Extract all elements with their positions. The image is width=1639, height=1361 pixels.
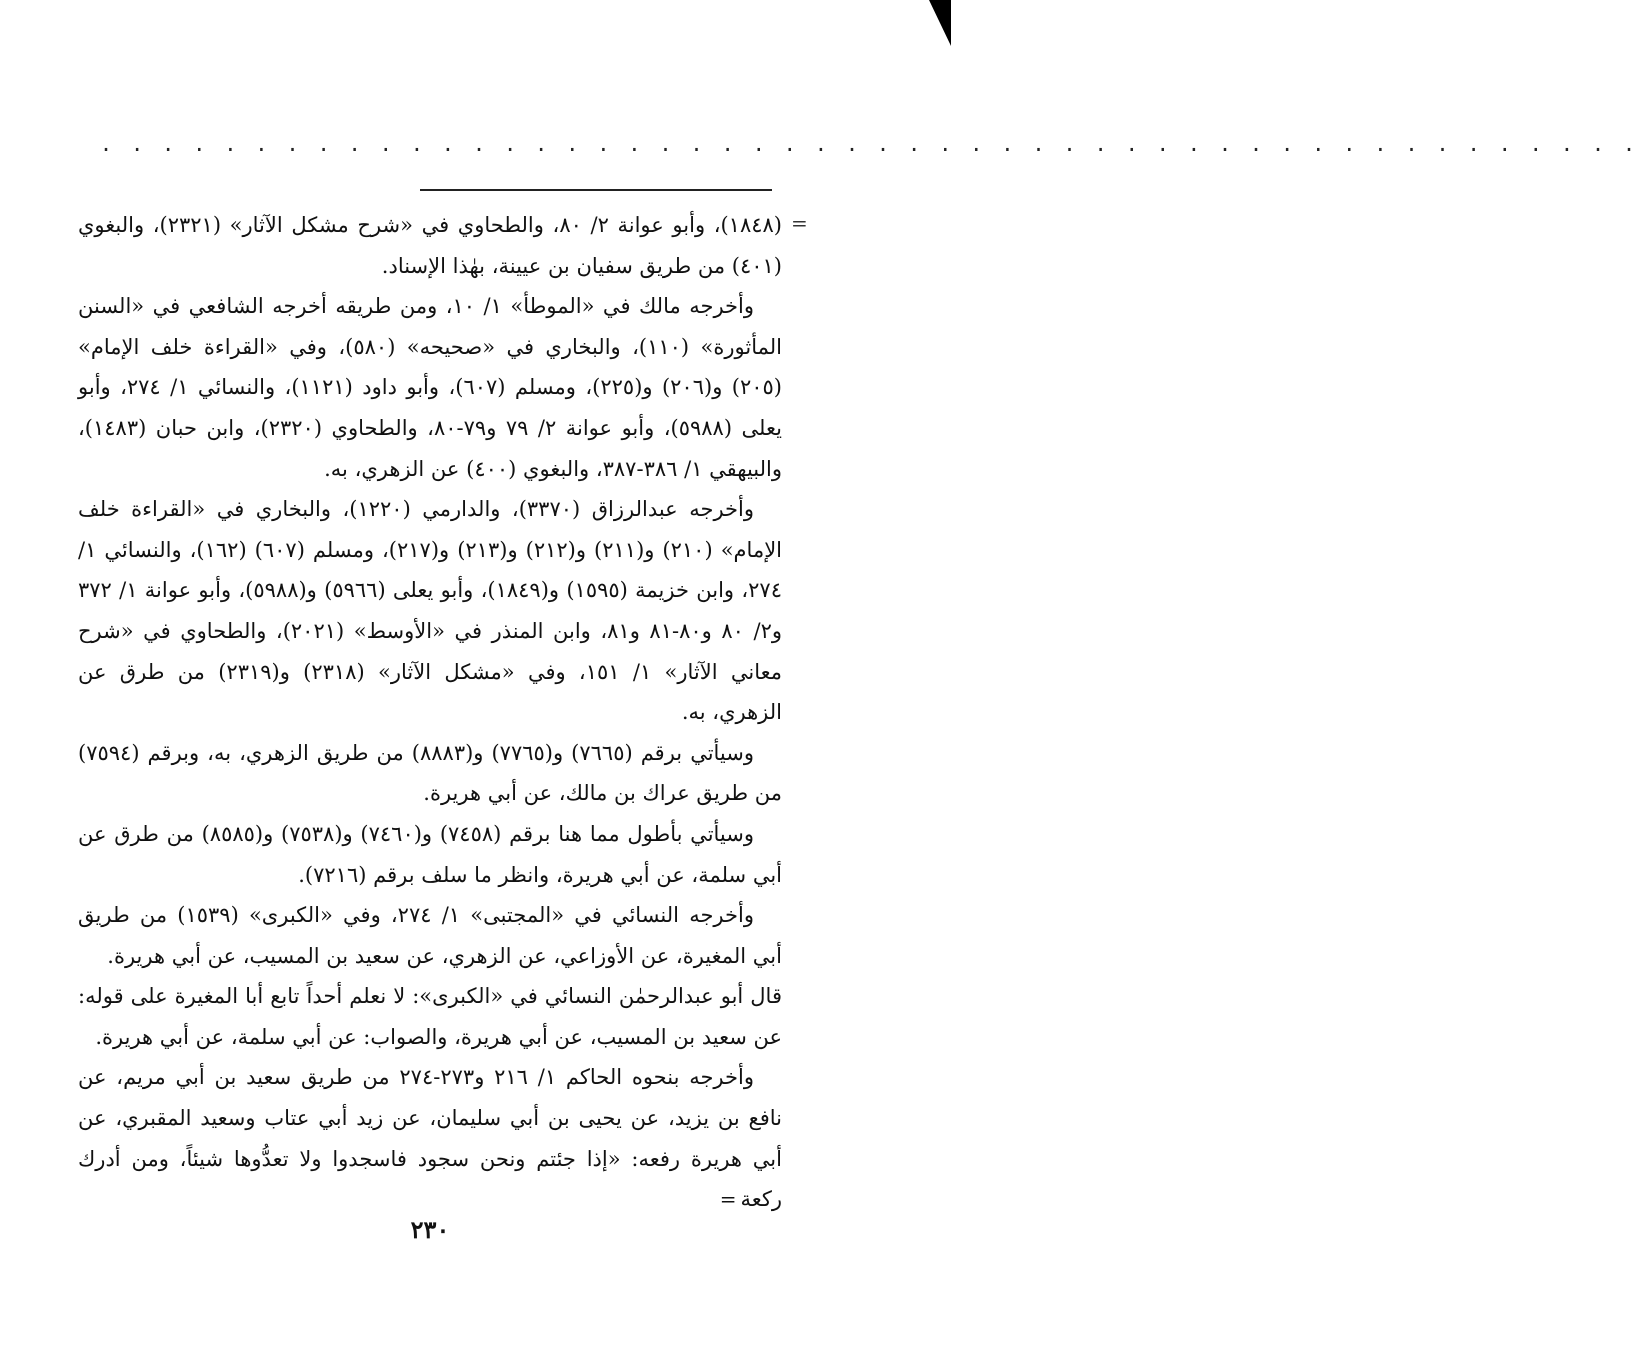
footnote-tail-mark: = [719,1187,737,1212]
footnote-paragraph-8 [78,1057,782,1219]
footnote-paragraph-7: قال أبو عبدالرحمٰن النسائي في «الكبرى»: لا نعلم أحداً تابع أبا المغيرة على قوله: عن سعيد بن المسيب، عن أبي هريرة، والصواب: عن أبي سلمة، عن أبي هريرة. [78,984,782,1049]
corner-marker [929,0,951,46]
footnote-paragraph-5: وسيأتي بأطول مما هنا برقم (٧٤٥٨) و(٧٤٦٠) و(٧٥٣٨) و(٨٥٨٥) من طرق عن أبي سلمة، عن أبي هريرة، وانظر ما سلف برقم (٧٢١٦). [78,821,782,887]
footnote-paragraph-2: وأخرجه مالك في «الموطأ» ١/ ١٠، ومن طريقه أخرجه الشافعي في «السنن المأثورة» (١١٠)، والبخاري في «صحيحه» (٥٨٠)، وفي «القراءة خلف الإمام» (٢٠٥) و(٢٠٦) و(٢٢٥)، ومسلم (٦٠٧)، وأبو داود (١١٢١)، والنسائي ١/ ٢٧٤، وأبو يعلى (٥٩٨٨)، وأبو عوانة ٢/ ٧٩ و٧٩-٨٠، والطحاوي (٢٣٢٠)، وابن حبان (١٤٨٣)، والبيهقي ١/ ٣٨٦-٣٨٧، والبغوي (٤٠٠) عن الزهري، به. [78,294,782,481]
footnote-paragraph-4: وسيأتي برقم (٧٦٦٥) و(٧٧٦٥) و(٨٨٨٣) من طريق الزهري، به، وبرقم (٧٥٩٤) من طريق عراك بن مالك، عن أبي هريرة. [78,740,782,806]
footnote-continuation-mark: = [791,211,808,235]
dotted-separator: . . . . . . . . . . . . . . . . . . . . . . . . . . . . . . . . . . . . . . . . . . . . . . . . . . [100,132,1639,156]
footnote-rule [420,189,772,191]
footnote-paragraph-1: (١٨٤٨)، وأبو عوانة ٢/ ٨٠، والطحاوي في «شرح مشكل الآثار» (٢٣٢١)، والبغوي (٤٠١) من طريق سفيان بن عيينة، بهٰذا الإسناد. [78,213,782,278]
footnote-paragraph-8-text: وأخرجه بنحوه الحاكم ١/ ٢١٦ و٢٧٣-٢٧٤ من طريق سعيد بن أبي مريم، عن نافع بن يزيد، عن يحيى بن أبي سليمان، عن زيد أبي عتاب وسعيد المقبري، عن أبي هريرة رفعه: «إذا جئتم ونحن سجود فاسجدوا ولا تعدُّوها شيئاً، ومن أدرك ركعة [78,1065,782,1212]
footnote-paragraph-3: وأخرجه عبدالرزاق (٣٣٧٠)، والدارمي (١٢٢٠)، والبخاري في «القراءة خلف الإمام» (٢١٠) و(٢١١) و(٢١٢) و(٢١٣) و(٢١٧)، ومسلم (٦٠٧) (١٦٢)، والنسائي ١/ ٢٧٤، وابن خزيمة (١٥٩٥) و(١٨٤٩)، وأبو يعلى (٥٩٦٦) و(٥٩٨٨)، وأبو عوانة ١/ ٣٧٢ و٢/ ٨٠ و٨٠-٨١ و٨١، وابن المنذر في «الأوسط» (٢٠٢١)، والطحاوي في «شرح معاني الآثار» ١/ ١٥١، وفي «مشكل الآثار» (٢٣١٨) و(٢٣١٩) من طرق عن الزهري، به. [78,497,783,725]
page-number: ٢٣٠ [410,1215,450,1244]
footnote-text [78,205,782,1220]
footnote-paragraph-6: وأخرجه النسائي في «المجتبى» ١/ ٢٧٤، وفي «الكبرى» (١٥٣٩) من طريق أبي المغيرة، عن الأوزاعي، عن الزهري، عن سعيد بن المسيب، عن أبي هريرة. [78,903,782,968]
